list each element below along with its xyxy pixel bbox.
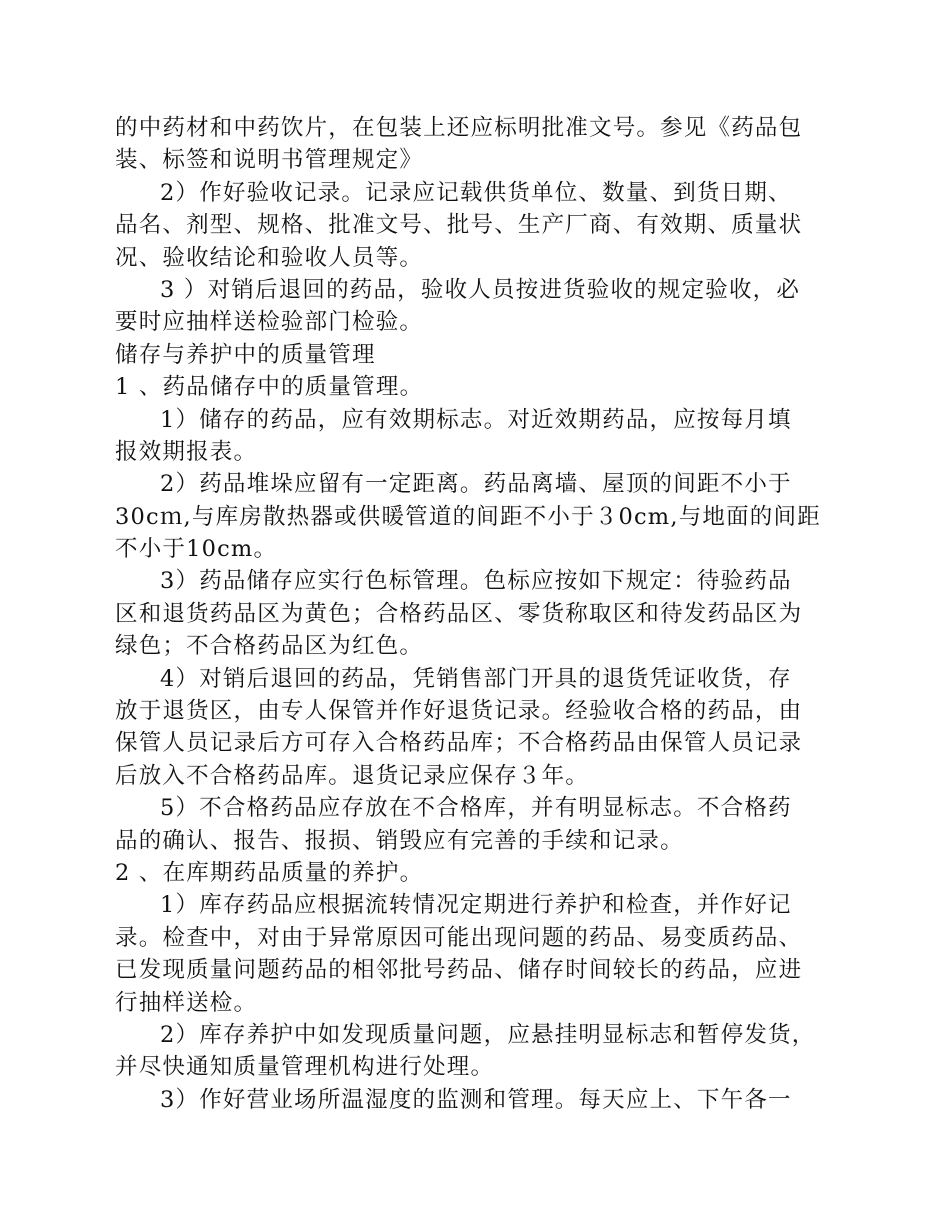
text-line: 放于退货区，由专人保管并作好退货记录。经验收合格的药品，由 xyxy=(115,698,803,725)
text-line: 品名、剂型、规格、批准文号、批号、生产厂商、有效期、质量状 xyxy=(115,212,803,239)
text-line: 绿色；不合格药品区为红色。 xyxy=(115,633,424,660)
text-line: 3）药品储存应实行色标管理。色标应按如下规定：待验药品 xyxy=(160,568,792,595)
text-line: 1）库存药品应根据流转情况定期进行养护和检查，并作好记 xyxy=(160,892,792,919)
text-line: 5）不合格药品应存放在不合格库，并有明显标志。不合格药 xyxy=(160,795,792,822)
text-line: 2）药品堆垛应留有一定距离。药品离墙、屋顶的间距不小于 xyxy=(160,471,792,498)
text-line: 品的确认、报告、报损、销毁应有完善的手续和记录。 xyxy=(115,827,684,854)
text-line: 保管人员记录后方可存入合格药品库；不合格药品由保管人员记录 xyxy=(115,730,803,757)
text-line: 4）对销后退回的药品，凭销售部门开具的退货凭证收货，存 xyxy=(160,665,792,692)
text-line: 录。检查中，对由于异常原因可能出现问题的药品、易变质药品、 xyxy=(115,924,803,951)
text-line: 并尽快通知质量管理机构进行处理。 xyxy=(115,1054,495,1081)
subsection-heading: 2 、在库期药品质量的养护。 xyxy=(115,859,424,886)
text-line: 后放入不合格药品库。退货记录应保存３年。 xyxy=(115,762,590,789)
text-line: 1）储存的药品，应有效期标志。对近效期药品，应按每月填 xyxy=(160,406,792,433)
section-heading: 储存与养护中的质量管理 xyxy=(115,341,376,368)
text-line: 要时应抽样送检验部门检验。 xyxy=(115,309,424,336)
text-line: 区和退货药品区为黄色；合格药品区、零货称取区和待发药品区为 xyxy=(115,600,803,627)
text-line: 3 ）对销后退回的药品，验收人员按进货验收的规定验收，必 xyxy=(160,276,801,303)
text-line: 3）作好营业场所温湿度的监测和管理。每天应上、下午各一 xyxy=(160,1086,792,1113)
text-line: 2）库存养护中如发现质量问题，应悬挂明显标志和暂停发货， xyxy=(160,1021,816,1048)
text-line: 已发现质量问题药品的相邻批号药品、储存时间较长的药品，应进 xyxy=(115,957,803,984)
text-line: 的中药材和中药饮片，在包装上还应标明批准文号。参见《药品包 xyxy=(115,115,803,141)
text-line: 况、验收结论和验收人员等。 xyxy=(115,244,424,271)
subsection-heading: 1 、药品储存中的质量管理。 xyxy=(115,374,424,401)
text-line: 报效期报表。 xyxy=(115,438,258,465)
text-line: 不小于10cm。 xyxy=(115,536,278,563)
text-line: 2）作好验收记录。记录应记载供货单位、数量、到货日期、 xyxy=(160,179,792,206)
text-line: 装、标签和说明书管理规定》 xyxy=(115,147,424,174)
text-line: 行抽样送检。 xyxy=(115,989,258,1016)
text-line: 30cｍ,与库房散热器或供暖管道的间距不小于３0cm,与地面的间距 xyxy=(115,503,821,530)
document-page xyxy=(115,112,840,1116)
